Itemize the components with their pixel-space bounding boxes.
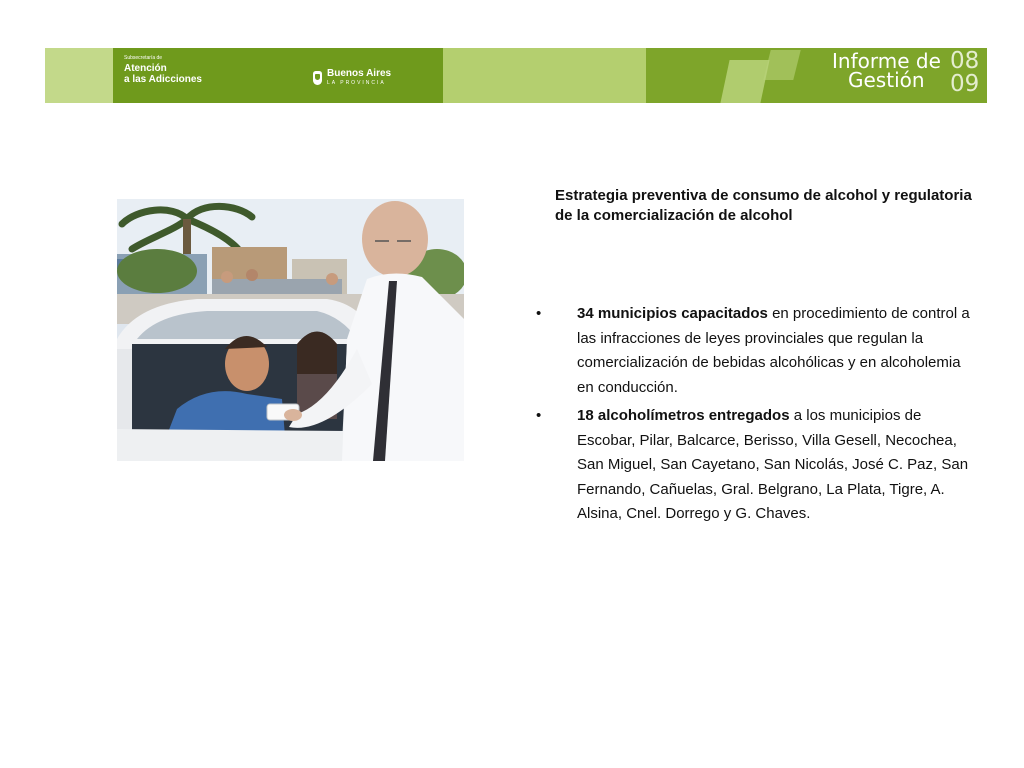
province-crest-icon xyxy=(313,71,322,85)
province-subtitle: LA PROVINCIA xyxy=(327,80,386,86)
province-logo xyxy=(313,69,391,86)
org-name-line1: Atención xyxy=(124,63,167,74)
breathalyzer-check-photo xyxy=(117,199,464,461)
year-bottom: 09 xyxy=(950,70,980,97)
report-logo xyxy=(832,49,941,92)
bullet-list xyxy=(536,302,976,531)
bullet-bold-text: 34 municipios capacitados xyxy=(577,305,768,322)
bullet-text: en procedimiento de control a las infracciones de leyes provinciales que regulan la comercialización de bebidas alcohólicas y en alcoholemia en conducción. xyxy=(577,305,970,396)
report-years xyxy=(950,50,979,95)
slide-title: Estrategia preventiva de consumo de alcohol y regulatoria de la comercialización de alcohol xyxy=(555,187,972,224)
list-item xyxy=(536,302,976,400)
org-small-label: Subsecretaría de xyxy=(124,55,163,61)
report-word-1: Informe de xyxy=(832,49,941,73)
year-top: 08 xyxy=(950,48,980,74)
bullet-icon: • xyxy=(536,407,542,424)
report-word-2: Gestión xyxy=(848,68,925,92)
bullet-bold-text: 18 alcoholímetros entregados xyxy=(577,407,790,424)
org-name-line2: a las Adicciones xyxy=(124,74,202,85)
list-item xyxy=(536,404,976,527)
banner-light-segment xyxy=(443,48,646,103)
header-banner xyxy=(45,48,987,103)
org-logo xyxy=(124,56,202,85)
bullet-icon: • xyxy=(536,305,542,322)
province-name: Buenos Aires xyxy=(327,68,392,79)
bullet-text: a los municipios de Escobar, Pilar, Balcarce, Berisso, Villa Gesell, Necochea, San Miguel, San Cayetano, San Nicolás, José C. Paz, San Fernando, Cañuelas, Gral. Belgrano, La Plata, Tigre, A. Alsina, Cnel. Dorrego y G. Chaves. xyxy=(577,407,969,522)
